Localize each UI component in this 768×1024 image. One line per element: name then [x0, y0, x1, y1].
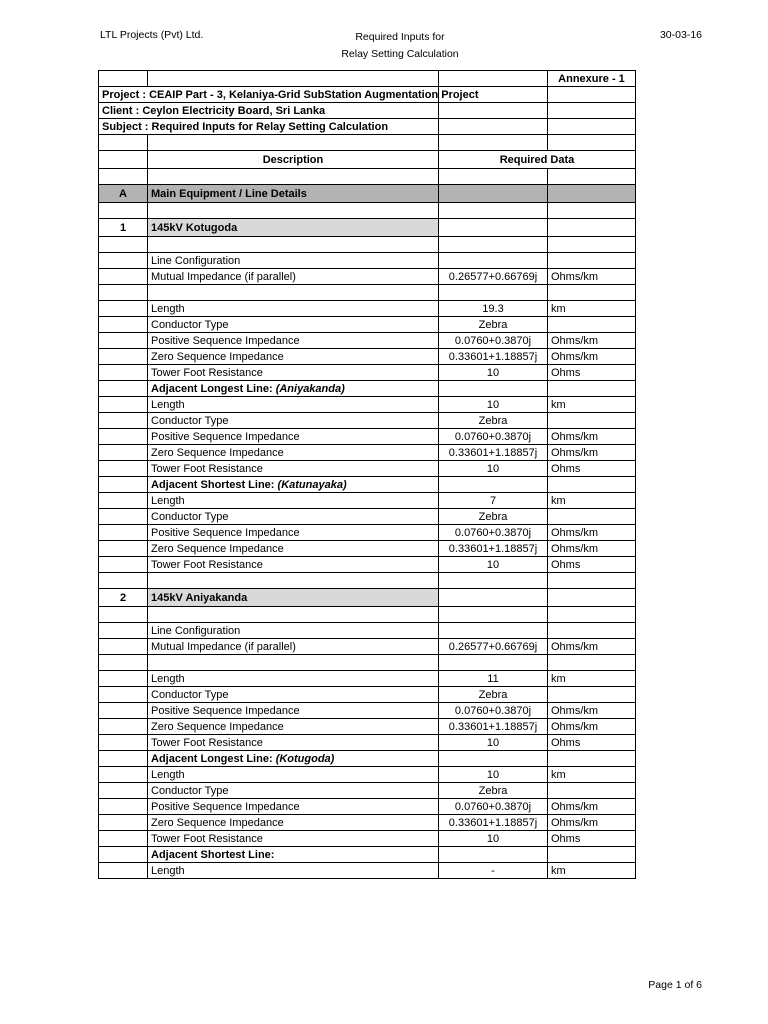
- company-name: LTL Projects (Pvt) Ltd.: [100, 29, 204, 41]
- param-value: 10: [439, 831, 548, 847]
- empty-row: [99, 655, 636, 671]
- param-label: Tower Foot Resistance: [148, 557, 439, 573]
- param-row: [99, 719, 636, 735]
- param-unit: [548, 413, 636, 429]
- param-value: 11: [439, 671, 548, 687]
- param-row: [99, 429, 636, 445]
- param-label: Zero Sequence Impedance: [148, 445, 439, 461]
- param-unit: Ohms/km: [548, 815, 636, 831]
- param-row: [99, 831, 636, 847]
- adjacent-longest-prefix: Adjacent Longest Line:: [151, 382, 276, 395]
- adjacent-shortest-label: Adjacent Shortest Line:: [148, 847, 439, 863]
- param-row: [99, 509, 636, 525]
- param-label: Length: [148, 671, 439, 687]
- param-value: 0.0760+0.3870j: [439, 429, 548, 445]
- adjacent-shortest-prefix: Adjacent Shortest Line:: [151, 478, 278, 491]
- param-unit: Ohms/km: [548, 333, 636, 349]
- document-date: 30-03-16: [659, 29, 702, 41]
- param-row: [99, 541, 636, 557]
- document-title: [300, 29, 500, 63]
- param-unit: Ohms/km: [548, 703, 636, 719]
- adjacent-shortest-name: (Katunayaka): [277, 478, 347, 491]
- document-title-line2: Relay Setting Calculation: [341, 48, 459, 60]
- section-title: Main Equipment / Line Details: [148, 185, 439, 203]
- page-number: Page 1 of 6: [648, 979, 702, 991]
- param-value: 0.0760+0.3870j: [439, 799, 548, 815]
- param-row: [99, 799, 636, 815]
- param-label: Zero Sequence Impedance: [148, 349, 439, 365]
- param-value: Zebra: [439, 783, 548, 799]
- param-unit: Ohms/km: [548, 525, 636, 541]
- param-unit: km: [548, 863, 636, 879]
- param-value: 0.0760+0.3870j: [439, 333, 548, 349]
- param-unit: Ohms/km: [548, 639, 636, 655]
- adjacent-longest-row: [99, 751, 636, 767]
- param-label: Tower Foot Resistance: [148, 365, 439, 381]
- param-value: 0.33601+1.18857j: [439, 719, 548, 735]
- param-label: Zero Sequence Impedance: [148, 719, 439, 735]
- subject-line: Subject : Required Inputs for Relay Setting Calculation: [99, 119, 439, 135]
- param-unit: [548, 317, 636, 333]
- param-row: [99, 863, 636, 879]
- param-value: 0.33601+1.18857j: [439, 541, 548, 557]
- empty-row: [99, 169, 636, 185]
- empty-row: [99, 607, 636, 623]
- project-row: [99, 87, 636, 103]
- param-label: Mutual Impedance (if parallel): [148, 639, 439, 655]
- param-unit: Ohms/km: [548, 269, 636, 285]
- param-label: Length: [148, 767, 439, 783]
- line-config-label: Line Configuration: [148, 623, 439, 639]
- param-value: 0.26577+0.66769j: [439, 269, 548, 285]
- param-label: Zero Sequence Impedance: [148, 541, 439, 557]
- param-unit: Ohms: [548, 735, 636, 751]
- param-row: [99, 461, 636, 477]
- empty-row: [99, 285, 636, 301]
- param-label: Tower Foot Resistance: [148, 461, 439, 477]
- description-header: Description: [148, 151, 439, 169]
- param-label: Conductor Type: [148, 509, 439, 525]
- param-unit: Ohms/km: [548, 445, 636, 461]
- param-row: [99, 317, 636, 333]
- param-unit: [548, 509, 636, 525]
- param-label: Length: [148, 863, 439, 879]
- param-value: 10: [439, 365, 548, 381]
- param-label: Zero Sequence Impedance: [148, 815, 439, 831]
- param-row: [99, 525, 636, 541]
- param-value: 10: [439, 557, 548, 573]
- param-unit: [548, 783, 636, 799]
- adjacent-longest-label: [148, 381, 439, 397]
- param-value: Zebra: [439, 687, 548, 703]
- param-value: Zebra: [439, 317, 548, 333]
- param-row: [99, 365, 636, 381]
- param-label: Length: [148, 301, 439, 317]
- line2-title: 145kV Aniyakanda: [148, 589, 439, 607]
- param-label: Conductor Type: [148, 413, 439, 429]
- param-row: [99, 783, 636, 799]
- param-value: Zebra: [439, 413, 548, 429]
- param-row: [99, 703, 636, 719]
- param-unit: Ohms/km: [548, 349, 636, 365]
- client-line: Client : Ceylon Electricity Board, Sri Lanka: [99, 103, 439, 119]
- empty-row: [99, 203, 636, 219]
- param-label: Positive Sequence Impedance: [148, 703, 439, 719]
- empty-row: [99, 135, 636, 151]
- param-unit: km: [548, 671, 636, 687]
- relay-inputs-table: [98, 70, 636, 879]
- adjacent-longest-row: [99, 381, 636, 397]
- line1-config-row: [99, 253, 636, 269]
- param-unit: km: [548, 493, 636, 509]
- param-row: [99, 397, 636, 413]
- param-value: 0.0760+0.3870j: [439, 525, 548, 541]
- param-value: Zebra: [439, 509, 548, 525]
- section-letter: A: [99, 185, 148, 203]
- param-unit: Ohms: [548, 461, 636, 477]
- param-row: [99, 767, 636, 783]
- line2-heading-row: [99, 589, 636, 607]
- param-value: 19.3: [439, 301, 548, 317]
- project-line: Project : CEAIP Part - 3, Kelaniya-Grid SubStation Augmentation Project: [99, 87, 439, 103]
- adjacent-shortest-label: [148, 477, 439, 493]
- param-unit: Ohms/km: [548, 719, 636, 735]
- param-label: Conductor Type: [148, 317, 439, 333]
- line1-title: 145kV Kotugoda: [148, 219, 439, 237]
- param-value: 10: [439, 397, 548, 413]
- param-value: -: [439, 863, 548, 879]
- param-label: Tower Foot Resistance: [148, 831, 439, 847]
- line-config-label: Line Configuration: [148, 253, 439, 269]
- subject-row: [99, 119, 636, 135]
- line1-mutual-row: [99, 269, 636, 285]
- line1-heading-row: [99, 219, 636, 237]
- param-label: Conductor Type: [148, 783, 439, 799]
- param-value: 0.26577+0.66769j: [439, 639, 548, 655]
- param-value: 0.33601+1.18857j: [439, 349, 548, 365]
- param-unit: Ohms/km: [548, 541, 636, 557]
- param-value: 10: [439, 767, 548, 783]
- document-title-line1: Required Inputs for: [355, 31, 445, 43]
- param-label: Positive Sequence Impedance: [148, 799, 439, 815]
- section-a-row: [99, 185, 636, 203]
- param-label: Positive Sequence Impedance: [148, 429, 439, 445]
- param-row: [99, 413, 636, 429]
- param-label: Length: [148, 397, 439, 413]
- annexure-row: [99, 71, 636, 87]
- param-label: Tower Foot Resistance: [148, 735, 439, 751]
- param-row: [99, 557, 636, 573]
- param-row: [99, 301, 636, 317]
- param-unit: Ohms/km: [548, 799, 636, 815]
- param-row: [99, 687, 636, 703]
- param-unit: Ohms: [548, 365, 636, 381]
- adjacent-longest-name: (Aniyakanda): [275, 382, 345, 395]
- line2-config-row: [99, 623, 636, 639]
- adjacent-shortest-row: [99, 847, 636, 863]
- param-row: [99, 493, 636, 509]
- adjacent-longest-prefix: Adjacent Longest Line:: [151, 752, 276, 765]
- param-unit: km: [548, 301, 636, 317]
- param-unit: Ohms: [548, 831, 636, 847]
- param-unit: km: [548, 397, 636, 413]
- adjacent-longest-label: [148, 751, 439, 767]
- param-row: [99, 349, 636, 365]
- adjacent-shortest-row: [99, 477, 636, 493]
- param-label: Positive Sequence Impedance: [148, 333, 439, 349]
- param-label: Conductor Type: [148, 687, 439, 703]
- param-unit: Ohms: [548, 557, 636, 573]
- param-value: 0.0760+0.3870j: [439, 703, 548, 719]
- param-row: [99, 671, 636, 687]
- param-value: 0.33601+1.18857j: [439, 815, 548, 831]
- param-value: 10: [439, 461, 548, 477]
- client-row: [99, 103, 636, 119]
- param-unit: [548, 687, 636, 703]
- param-unit: Ohms/km: [548, 429, 636, 445]
- param-row: [99, 735, 636, 751]
- empty-row: [99, 573, 636, 589]
- required-data-header: Required Data: [439, 151, 636, 169]
- param-row: [99, 333, 636, 349]
- param-value: 7: [439, 493, 548, 509]
- param-unit: km: [548, 767, 636, 783]
- param-label: Mutual Impedance (if parallel): [148, 269, 439, 285]
- line2-mutual-row: [99, 639, 636, 655]
- param-value: 0.33601+1.18857j: [439, 445, 548, 461]
- param-value: 10: [439, 735, 548, 751]
- empty-row: [99, 237, 636, 253]
- adjacent-longest-name: (Kotugoda): [275, 752, 335, 765]
- param-label: Length: [148, 493, 439, 509]
- line2-number: 2: [99, 589, 148, 607]
- line1-number: 1: [99, 219, 148, 237]
- param-label: Positive Sequence Impedance: [148, 525, 439, 541]
- param-row: [99, 815, 636, 831]
- column-header-row: [99, 151, 636, 169]
- annexure-label: Annexure - 1: [548, 71, 636, 87]
- param-row: [99, 445, 636, 461]
